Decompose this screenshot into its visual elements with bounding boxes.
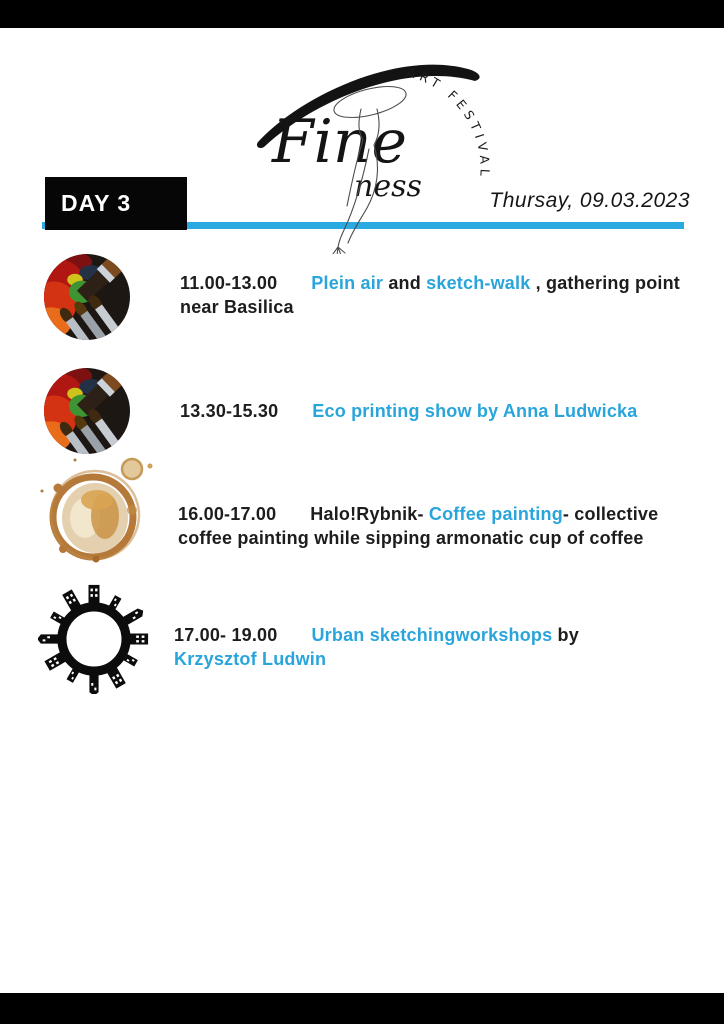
paint-brushes-icon: [44, 254, 130, 340]
coffee-stain-icon: [33, 456, 158, 568]
event-text: , gathering point near Basilica: [180, 273, 680, 317]
event-highlight-text: Urban sketchingworkshops: [311, 625, 553, 645]
event-time: 17.00- 19.00: [174, 625, 278, 645]
urban-skyline-icon: [38, 584, 150, 694]
day-badge-label: DAY 3: [61, 190, 132, 216]
event-time: 11.00-13.00: [180, 273, 278, 293]
schedule-row-2-text: [180, 399, 710, 423]
event-text: - collective coffee painting while sipping armonatic cup of coffee: [178, 504, 659, 548]
top-border-bar: [0, 0, 724, 28]
paint-brushes-icon: [44, 368, 130, 454]
event-highlight-text: Coffee painting: [428, 504, 563, 524]
event-text: by: [552, 625, 579, 645]
logo-script-main: Fine: [272, 107, 407, 177]
date-text: Thursay, 09.03.2023: [489, 189, 690, 212]
event-highlight-text: Eco printing show by Anna Ludwicka: [312, 401, 638, 421]
event-text: and: [383, 273, 427, 293]
schedule-row-1-text: [180, 271, 680, 319]
festival-logo: [248, 36, 498, 254]
schedule-row-4-text: [174, 623, 652, 671]
event-highlight-text: Plein air: [311, 273, 384, 293]
event-highlight-text: Krzysztof Ludwin: [174, 649, 327, 669]
logo-arc-text: ART FESTIVAL: [405, 64, 493, 181]
event-time: 13.30-15.30: [180, 401, 279, 421]
day-badge: [45, 177, 187, 230]
event-highlight-text: sketch-walk: [426, 273, 531, 293]
schedule-row-3-text: [178, 502, 678, 550]
logo-script-sub: ness: [354, 169, 422, 204]
event-text: Halo!Rybnik-: [310, 504, 429, 524]
event-time: 16.00-17.00: [178, 504, 277, 524]
bottom-border-bar: [0, 993, 724, 1024]
